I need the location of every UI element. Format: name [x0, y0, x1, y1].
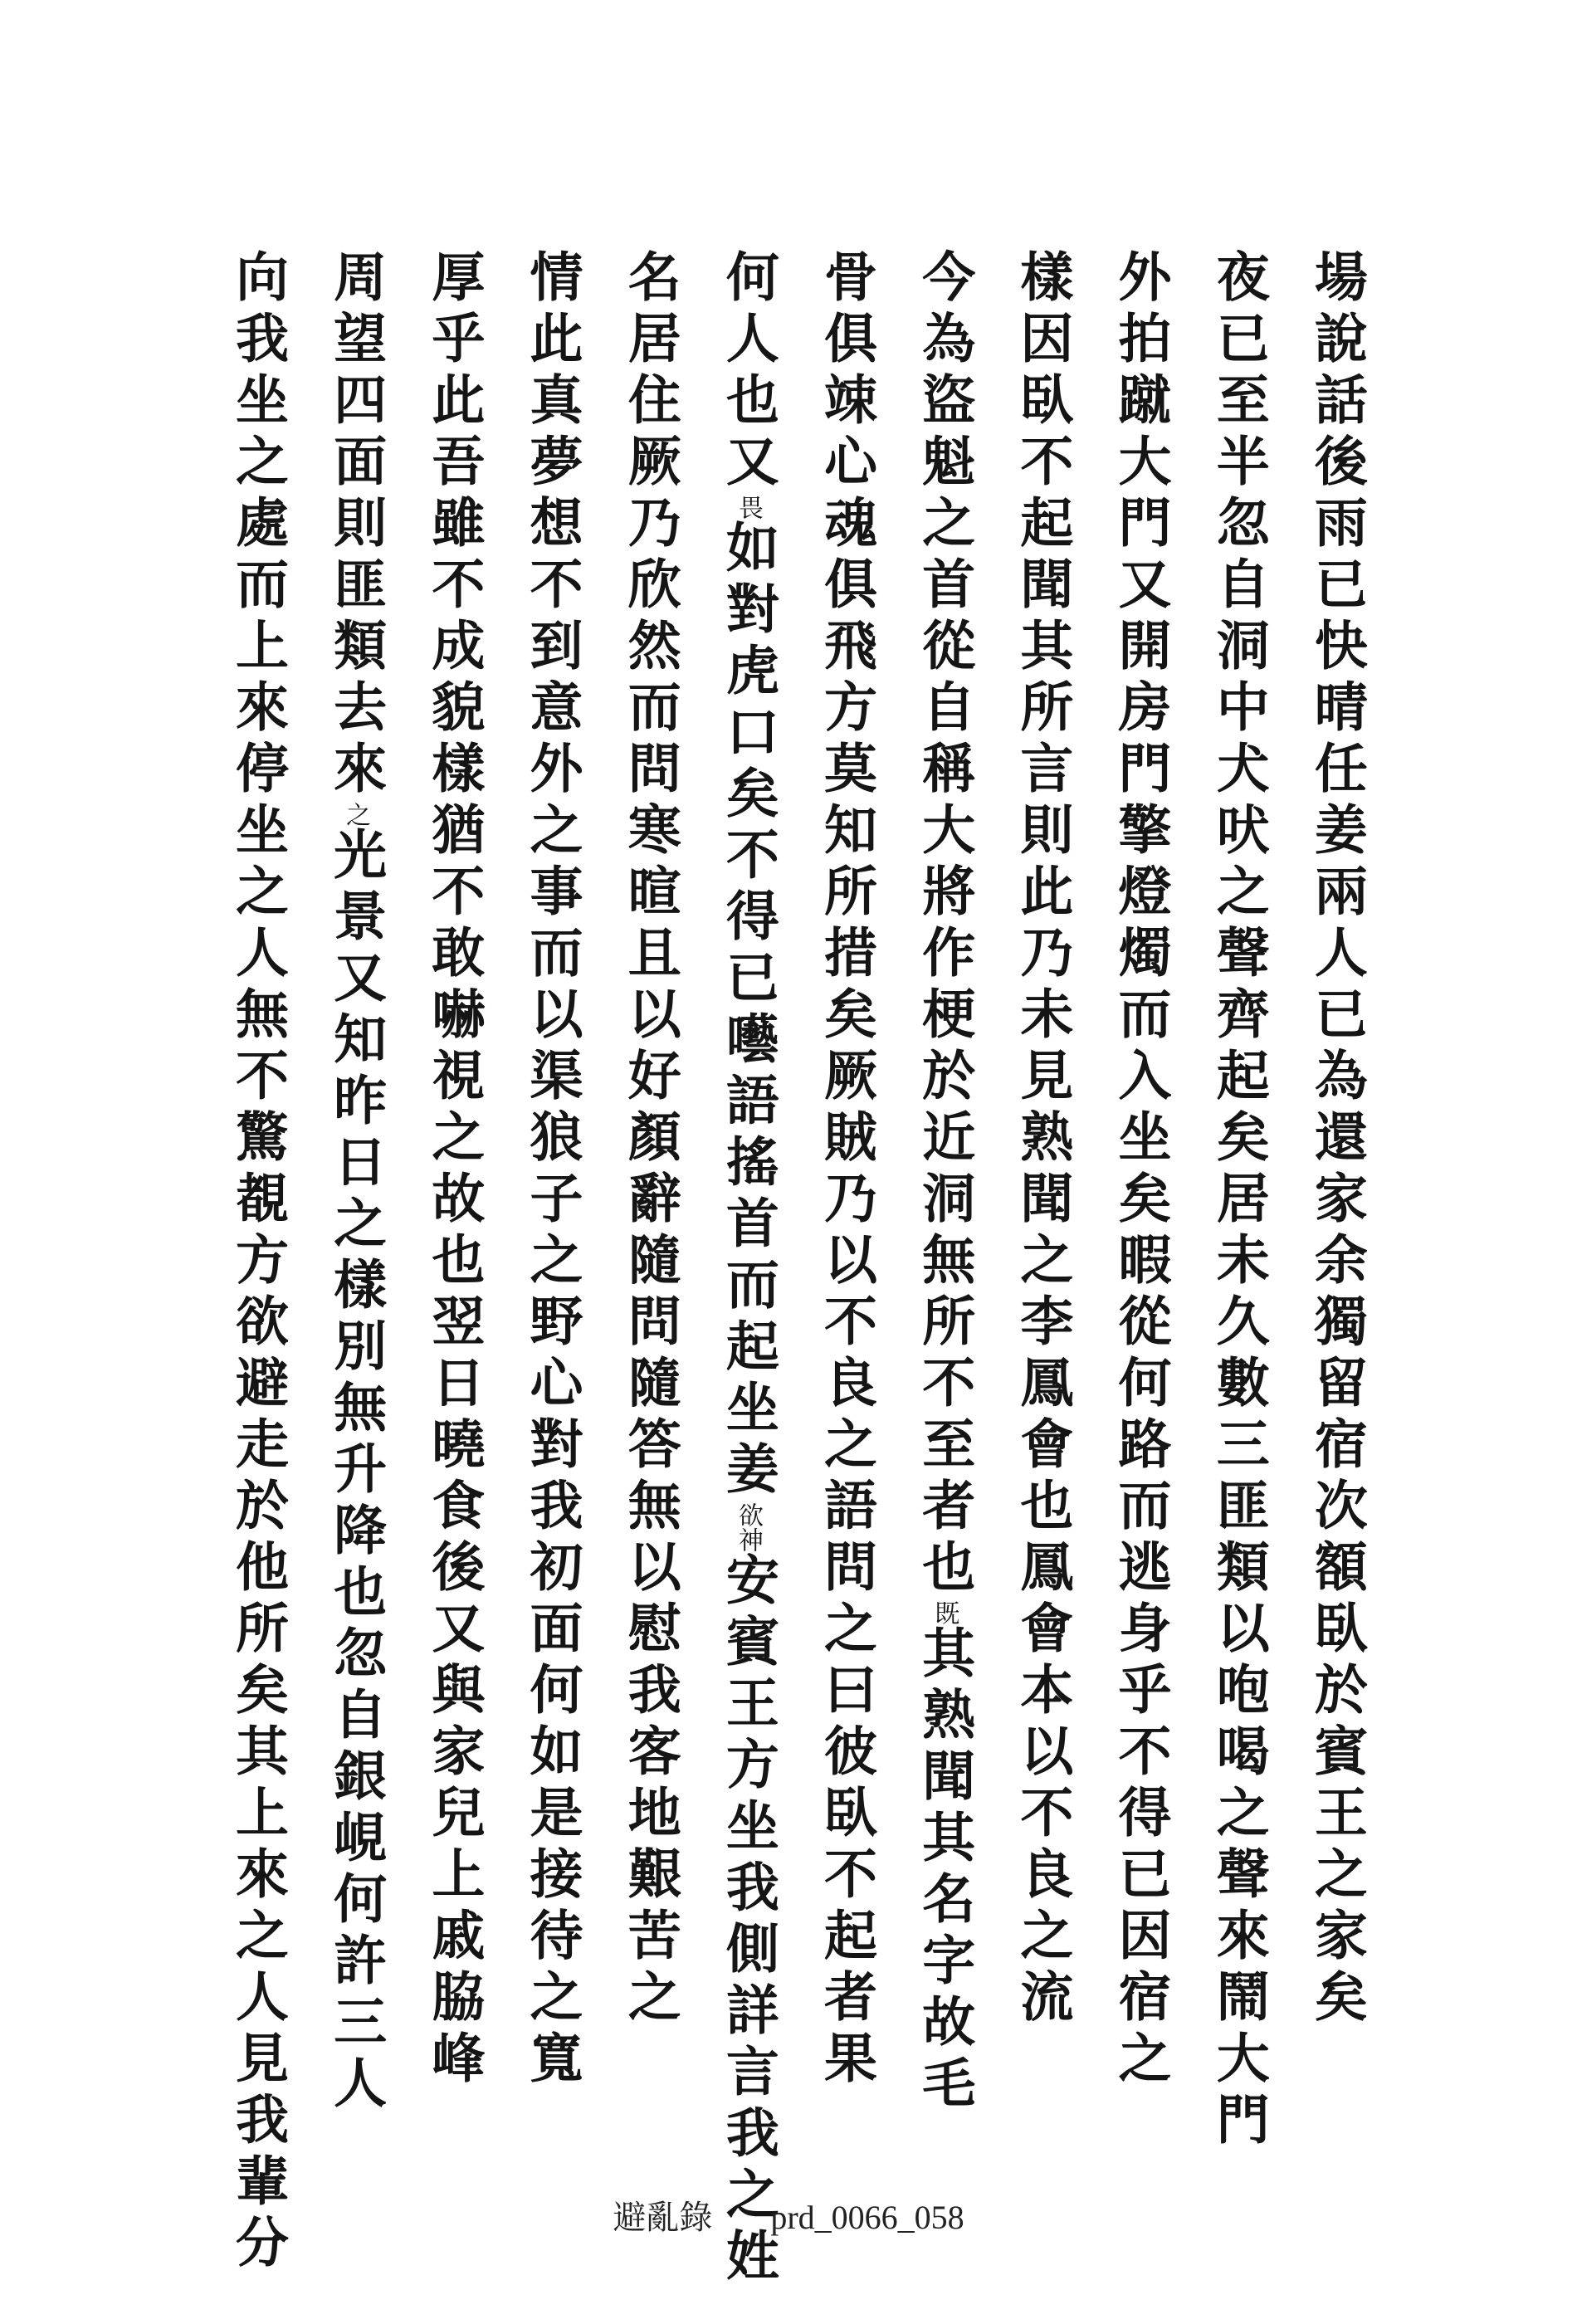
column-text-continued: 如對虎口矣不得已囈語搖首而起坐姜 — [716, 520, 779, 1502]
interlinear-note: 畏 — [733, 495, 763, 520]
text-column-4 — [1000, 249, 1083, 2030]
column-text: 情此真夢想不到意外之事而以渠狼子之野心對我初面何如是接待之寬 — [520, 249, 583, 2092]
text-column-11 — [314, 249, 397, 2116]
column-text: 向我坐之處而上來停坐之人無不驚覩方欲避走於他所矣其上來之人見我輩分 — [227, 249, 289, 2276]
column-text: 樣因臥不起聞其所言則此乃未見熟聞之李鳳會也鳳會本以不良之流 — [1011, 249, 1074, 2030]
column-text: 周望四面則匪類去來 — [325, 249, 388, 802]
column-text: 名居住厥乃欣然而問寒暄且以好顏辭隨問隨答無以慰我客地艱苦之 — [618, 249, 681, 2030]
column-text: 場說話後雨已快晴任姜兩人已為還家余獨留宿次額臥於賓王之家矣 — [1305, 249, 1368, 2030]
column-text: 今為盜魁之首從自稱大將作梗於近洞無所不至者也 — [913, 249, 976, 1600]
text-column-5 — [902, 249, 985, 2116]
text-column-10 — [412, 249, 495, 2092]
interlinear-note: 既 — [930, 1600, 959, 1625]
text-column-1 — [1295, 249, 1378, 2030]
book-title: 避亂錄 — [613, 2199, 713, 2237]
column-text: 厚乎此吾雖不成貌樣猶不敢嚇視之故也翌日曉食後又與家兒上戚脇峰 — [422, 249, 486, 2092]
column-text: 何人也又 — [716, 249, 779, 495]
page-footer — [0, 2191, 1577, 2239]
column-text: 外拍蹴大門又開房門擎燈燭而入坐矣暇從何路而逃身乎不得已因宿之 — [1109, 249, 1172, 2092]
interlinear-note-2: 欲神 — [733, 1502, 763, 1552]
column-text-continued: 光景又知昨日之樣別無升降也忽自銀峴何許三人 — [325, 827, 388, 2116]
column-text-continued-2: 安賓王方坐我側詳言我之姓 — [716, 1552, 779, 2289]
text-column-2 — [1197, 249, 1280, 2153]
column-text-continued: 其熟聞其名字故毛 — [913, 1625, 976, 2116]
text-column-7 — [706, 249, 789, 2289]
text-column-8 — [608, 249, 691, 2030]
column-text: 骨俱竦心魂俱飛方莫知所措矣厥賊乃以不良之語問之曰彼臥不起者果 — [815, 249, 878, 2092]
text-column-12 — [216, 249, 299, 2276]
column-text: 夜已至半忽自洞中犬吠之聲齊起矣居未久數三匪類以咆喝之聲來鬧大門 — [1207, 249, 1270, 2153]
text-column-6 — [804, 249, 887, 2092]
text-column-9 — [510, 249, 593, 2092]
interlinear-note: 之 — [341, 802, 371, 827]
text-column-3 — [1099, 249, 1182, 2092]
page-code: prd_0066_058 — [770, 2199, 964, 2236]
